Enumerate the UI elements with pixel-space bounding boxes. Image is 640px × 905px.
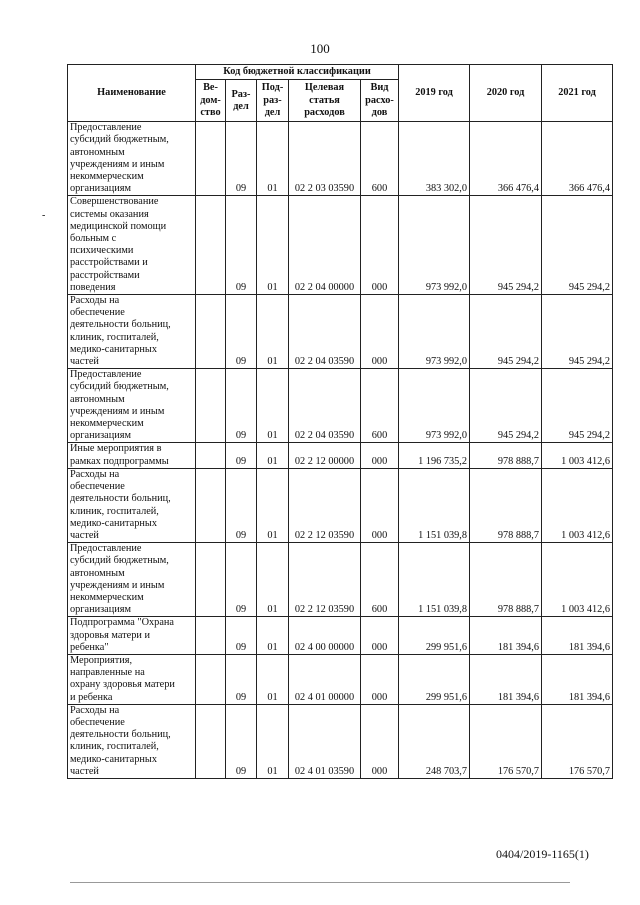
header-vedomstvo: Ве- дом- ство [196,80,226,122]
cell-name: Мероприятия, направленные на охрану здоровья матери и ребенка [68,654,196,704]
cell-vedomstvo [196,654,226,704]
cell-name: Предоставление субсидий бюджетным, автономным учреждениям и иным некоммерческим организациям [68,369,196,443]
cell-target: 02 2 12 00000 [289,443,361,468]
cell-vedomstvo [196,543,226,617]
cell-type: 600 [361,369,399,443]
cell-2021: 1 003 412,6 [542,443,613,468]
cell-razdel: 09 [226,468,257,542]
cell-2019: 248 703,7 [399,704,470,778]
cell-name: Расходы на обеспечение деятельности больниц, клиник, госпиталей, медико-санитарных частей [68,295,196,369]
cell-vedomstvo [196,704,226,778]
cell-2019: 1 151 039,8 [399,543,470,617]
cell-2020: 978 888,7 [470,443,542,468]
cell-type: 000 [361,295,399,369]
table-row [68,295,613,369]
cell-razdel: 09 [226,196,257,295]
header-target: Целевая статья расходов [289,80,361,122]
cell-2020: 945 294,2 [470,295,542,369]
header-code-group: Код бюджетной классификации [196,65,399,80]
page-number: 100 [310,41,330,56]
cell-type: 600 [361,122,399,196]
cell-podrazdel: 01 [257,654,289,704]
cell-2019: 299 951,6 [399,617,470,655]
header-2021: 2021 год [542,65,613,122]
cell-2021: 945 294,2 [542,295,613,369]
cell-razdel: 09 [226,617,257,655]
table-row [68,654,613,704]
cell-razdel: 09 [226,295,257,369]
table-row [68,543,613,617]
cell-2019: 973 992,0 [399,295,470,369]
header-razdel: Раз- дел [226,80,257,122]
cell-2020: 181 394,6 [470,617,542,655]
table-row [68,369,613,443]
cell-type: 000 [361,654,399,704]
cell-2019: 383 302,0 [399,122,470,196]
header-name: Наименование [68,65,196,122]
cell-2020: 978 888,7 [470,468,542,542]
cell-podrazdel: 01 [257,443,289,468]
cell-2021: 1 003 412,6 [542,468,613,542]
cell-2021: 945 294,2 [542,369,613,443]
cell-type: 600 [361,543,399,617]
cell-podrazdel: 01 [257,543,289,617]
cell-target: 02 2 04 00000 [289,196,361,295]
cell-name: Расходы на обеспечение деятельности больниц, клиник, госпиталей, медико-санитарных частей [68,704,196,778]
cell-2020: 945 294,2 [470,196,542,295]
cell-vedomstvo [196,443,226,468]
cell-razdel: 09 [226,543,257,617]
cell-vedomstvo [196,295,226,369]
cell-2020: 366 476,4 [470,122,542,196]
cell-razdel: 09 [226,443,257,468]
table-row [68,122,613,196]
cell-2021: 366 476,4 [542,122,613,196]
cell-name: Предоставление субсидий бюджетным, автономным учреждениям и иным некоммерческим организациям [68,122,196,196]
cell-target: 02 4 00 00000 [289,617,361,655]
cell-name: Иные мероприятия в рамках подпрограммы [68,443,196,468]
cell-vedomstvo [196,122,226,196]
cell-target: 02 2 04 03590 [289,295,361,369]
cell-2019: 973 992,0 [399,369,470,443]
cell-target: 02 2 12 03590 [289,543,361,617]
margin-mark: - [42,210,46,221]
cell-razdel: 09 [226,369,257,443]
cell-2019: 1 151 039,8 [399,468,470,542]
cell-name: Подпрограмма "Охрана здоровья матери и ребенка" [68,617,196,655]
cell-2020: 176 570,7 [470,704,542,778]
cell-type: 000 [361,704,399,778]
table-row [68,617,613,655]
cell-2021: 181 394,6 [542,617,613,655]
cell-target: 02 2 12 03590 [289,468,361,542]
cell-2021: 176 570,7 [542,704,613,778]
cell-podrazdel: 01 [257,295,289,369]
cell-type: 000 [361,617,399,655]
cell-target: 02 4 01 03590 [289,704,361,778]
table-body [68,122,613,779]
cell-2021: 945 294,2 [542,196,613,295]
cell-podrazdel: 01 [257,704,289,778]
cell-target: 02 2 03 03590 [289,122,361,196]
header-podrazdel: Под- раз- дел [257,80,289,122]
cell-name: Расходы на обеспечение деятельности больниц, клиник, госпиталей, медико-санитарных частей [68,468,196,542]
bottom-divider [70,882,570,883]
cell-2020: 181 394,6 [470,654,542,704]
cell-podrazdel: 01 [257,468,289,542]
cell-type: 000 [361,196,399,295]
cell-razdel: 09 [226,654,257,704]
cell-name: Совершенствование системы оказания медицинской помощи больным с психическими расстройствами и расстройствами поведения [68,196,196,295]
cell-2019: 299 951,6 [399,654,470,704]
cell-podrazdel: 01 [257,122,289,196]
cell-2019: 973 992,0 [399,196,470,295]
header-type: Вид расхо- дов [361,80,399,122]
cell-2020: 978 888,7 [470,543,542,617]
table-row [68,443,613,468]
cell-razdel: 09 [226,704,257,778]
cell-2021: 181 394,6 [542,654,613,704]
budget-table [67,64,613,779]
cell-podrazdel: 01 [257,617,289,655]
cell-target: 02 4 01 00000 [289,654,361,704]
cell-2020: 945 294,2 [470,369,542,443]
cell-vedomstvo [196,617,226,655]
cell-type: 000 [361,468,399,542]
cell-type: 000 [361,443,399,468]
document-number: 0404/2019-1165(1) [496,847,589,861]
cell-vedomstvo [196,468,226,542]
cell-vedomstvo [196,196,226,295]
cell-podrazdel: 01 [257,369,289,443]
cell-2019: 1 196 735,2 [399,443,470,468]
table-row [68,196,613,295]
cell-podrazdel: 01 [257,196,289,295]
table-row [68,704,613,778]
header-2019: 2019 год [399,65,470,122]
header-2020: 2020 год [470,65,542,122]
cell-name: Предоставление субсидий бюджетным, автономным учреждениям и иным некоммерческим организациям [68,543,196,617]
cell-2021: 1 003 412,6 [542,543,613,617]
cell-razdel: 09 [226,122,257,196]
cell-target: 02 2 04 03590 [289,369,361,443]
table-row [68,468,613,542]
cell-vedomstvo [196,369,226,443]
